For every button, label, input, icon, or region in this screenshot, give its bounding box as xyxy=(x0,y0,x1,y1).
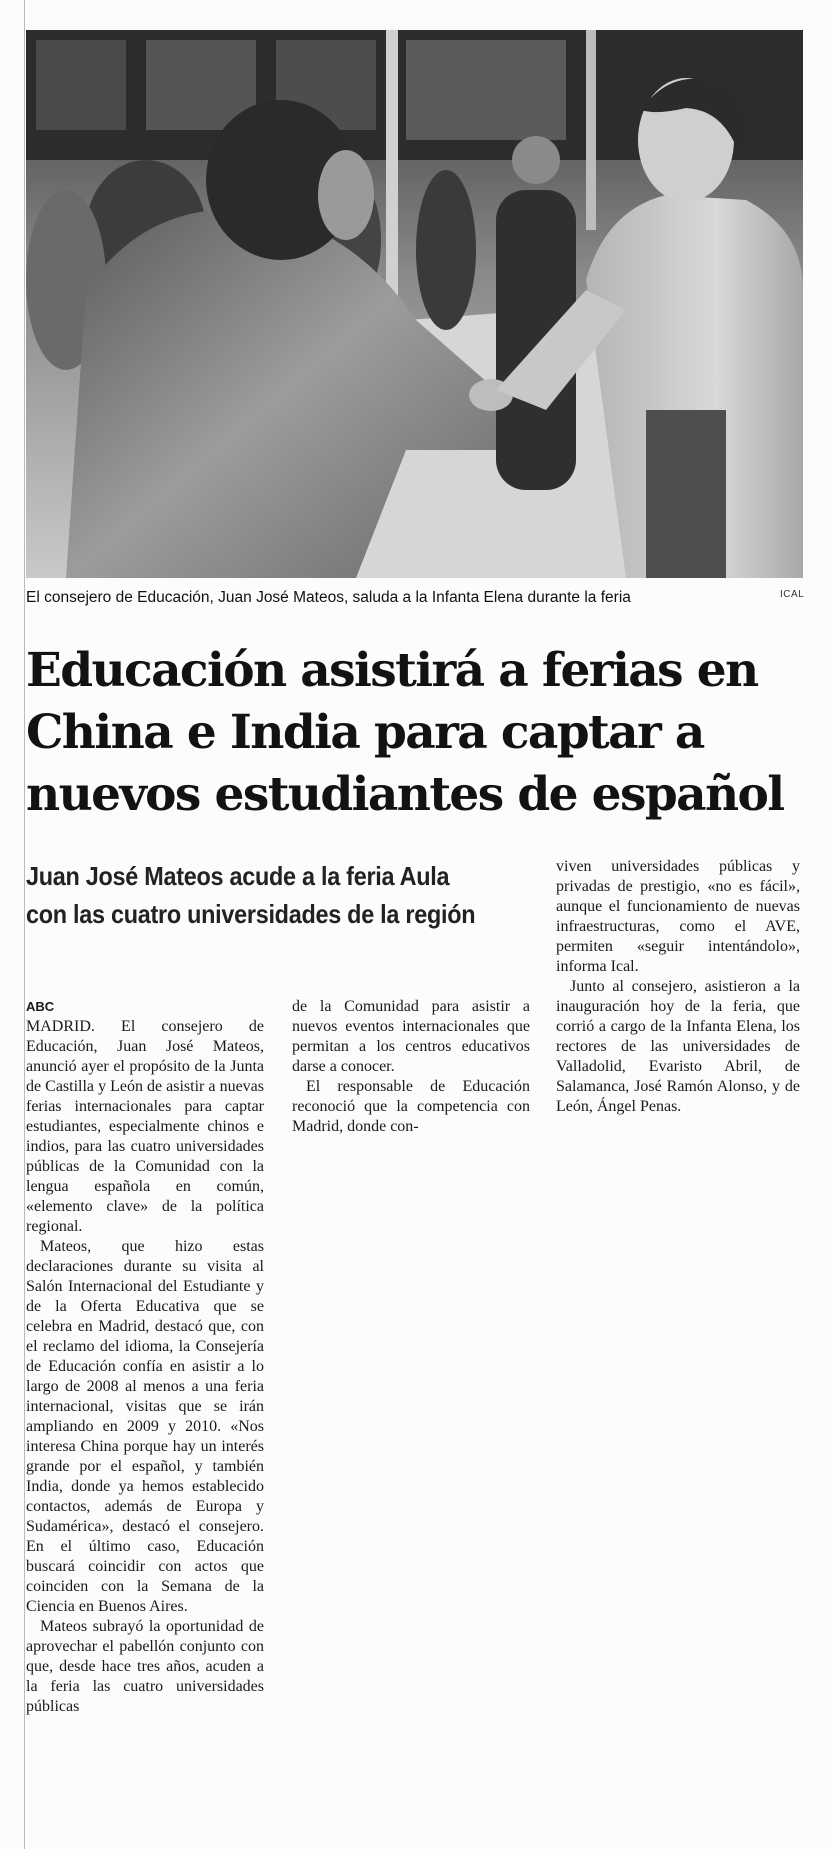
paragraph: de la Comunidad para asistir a nuevos eventos internacionales que permitan a los centros educativos darse a conocer. xyxy=(292,998,530,1075)
paragraph: viven universidades públicas y privadas de prestigio, «no es fácil», aunque el funcionamiento de nuevas infraestructuras, como el AVE, permiten «seguir intentándolo», informa Ical. xyxy=(556,858,800,975)
paragraph: Mateos subrayó la oportunidad de aprovechar el pabellón conjunto con que, desde hace tres años, acuden a la feria las cuatro universidades públicas xyxy=(26,1618,264,1715)
paragraph: Mateos, que hizo estas declaraciones durante su visita al Salón Internacional del Estudiante y de la Oferta Educativa que se celebra en Madrid, destacó que, con el reclamo del idioma, la Consejería de Educación confía en asistir a lo largo de 2008 al menos a una feria internacional, visitas que se irán ampliando en 2009 y 2010. «Nos interesa China porque hay un interés grande por el español, y también India, donde ya hemos establecido contactos, además de Europa y Sudamérica», destacó el consejero. En el último caso, Educación buscará coincidir con actos que coinciden con la Semana de la Ciencia en Buenos Aires. xyxy=(26,1238,264,1615)
page-edge-line xyxy=(24,0,25,1849)
article-column-3 xyxy=(556,857,800,1117)
article-column-2 xyxy=(292,997,530,1137)
article-photo xyxy=(26,30,803,578)
photo-credit: ICAL xyxy=(780,589,805,600)
photo-caption: El consejero de Educación, Juan José Mateos, saluda a la Infanta Elena durante la feria xyxy=(26,589,631,606)
paragraph: MADRID. El consejero de Educación, Juan José Mateos, anunció ayer el propósito de la Junta de Castilla y León de asistir a nuevas ferias internacionales para captar estudiantes, especialmente chinos e indios, para las cuatro universidades públicas de la Comunidad con la lengua española en común, «elemento clave» de la política regional. xyxy=(26,1018,264,1235)
photo-image xyxy=(26,30,803,578)
headline: Educación asistirá a ferias en China e India para captar a nuevos estudiantes de español xyxy=(26,643,784,822)
paragraph: Junto al consejero, asistieron a la inauguración hoy de la feria, que corrió a cargo de la Infanta Elena, los rectores de las universidades de Valladolid, Evaristo Abril, de Salamanca, José Ramón Alonso, y de León, Ángel Penas. xyxy=(556,978,800,1115)
article-column-1 xyxy=(26,999,264,1717)
byline: ABC xyxy=(26,999,55,1014)
paragraph: El responsable de Educación reconoció que la competencia con Madrid, donde con- xyxy=(292,1078,530,1135)
subheadline: Juan José Mateos acude a la feria Aula con las cuatro universidades de la región xyxy=(26,861,476,929)
